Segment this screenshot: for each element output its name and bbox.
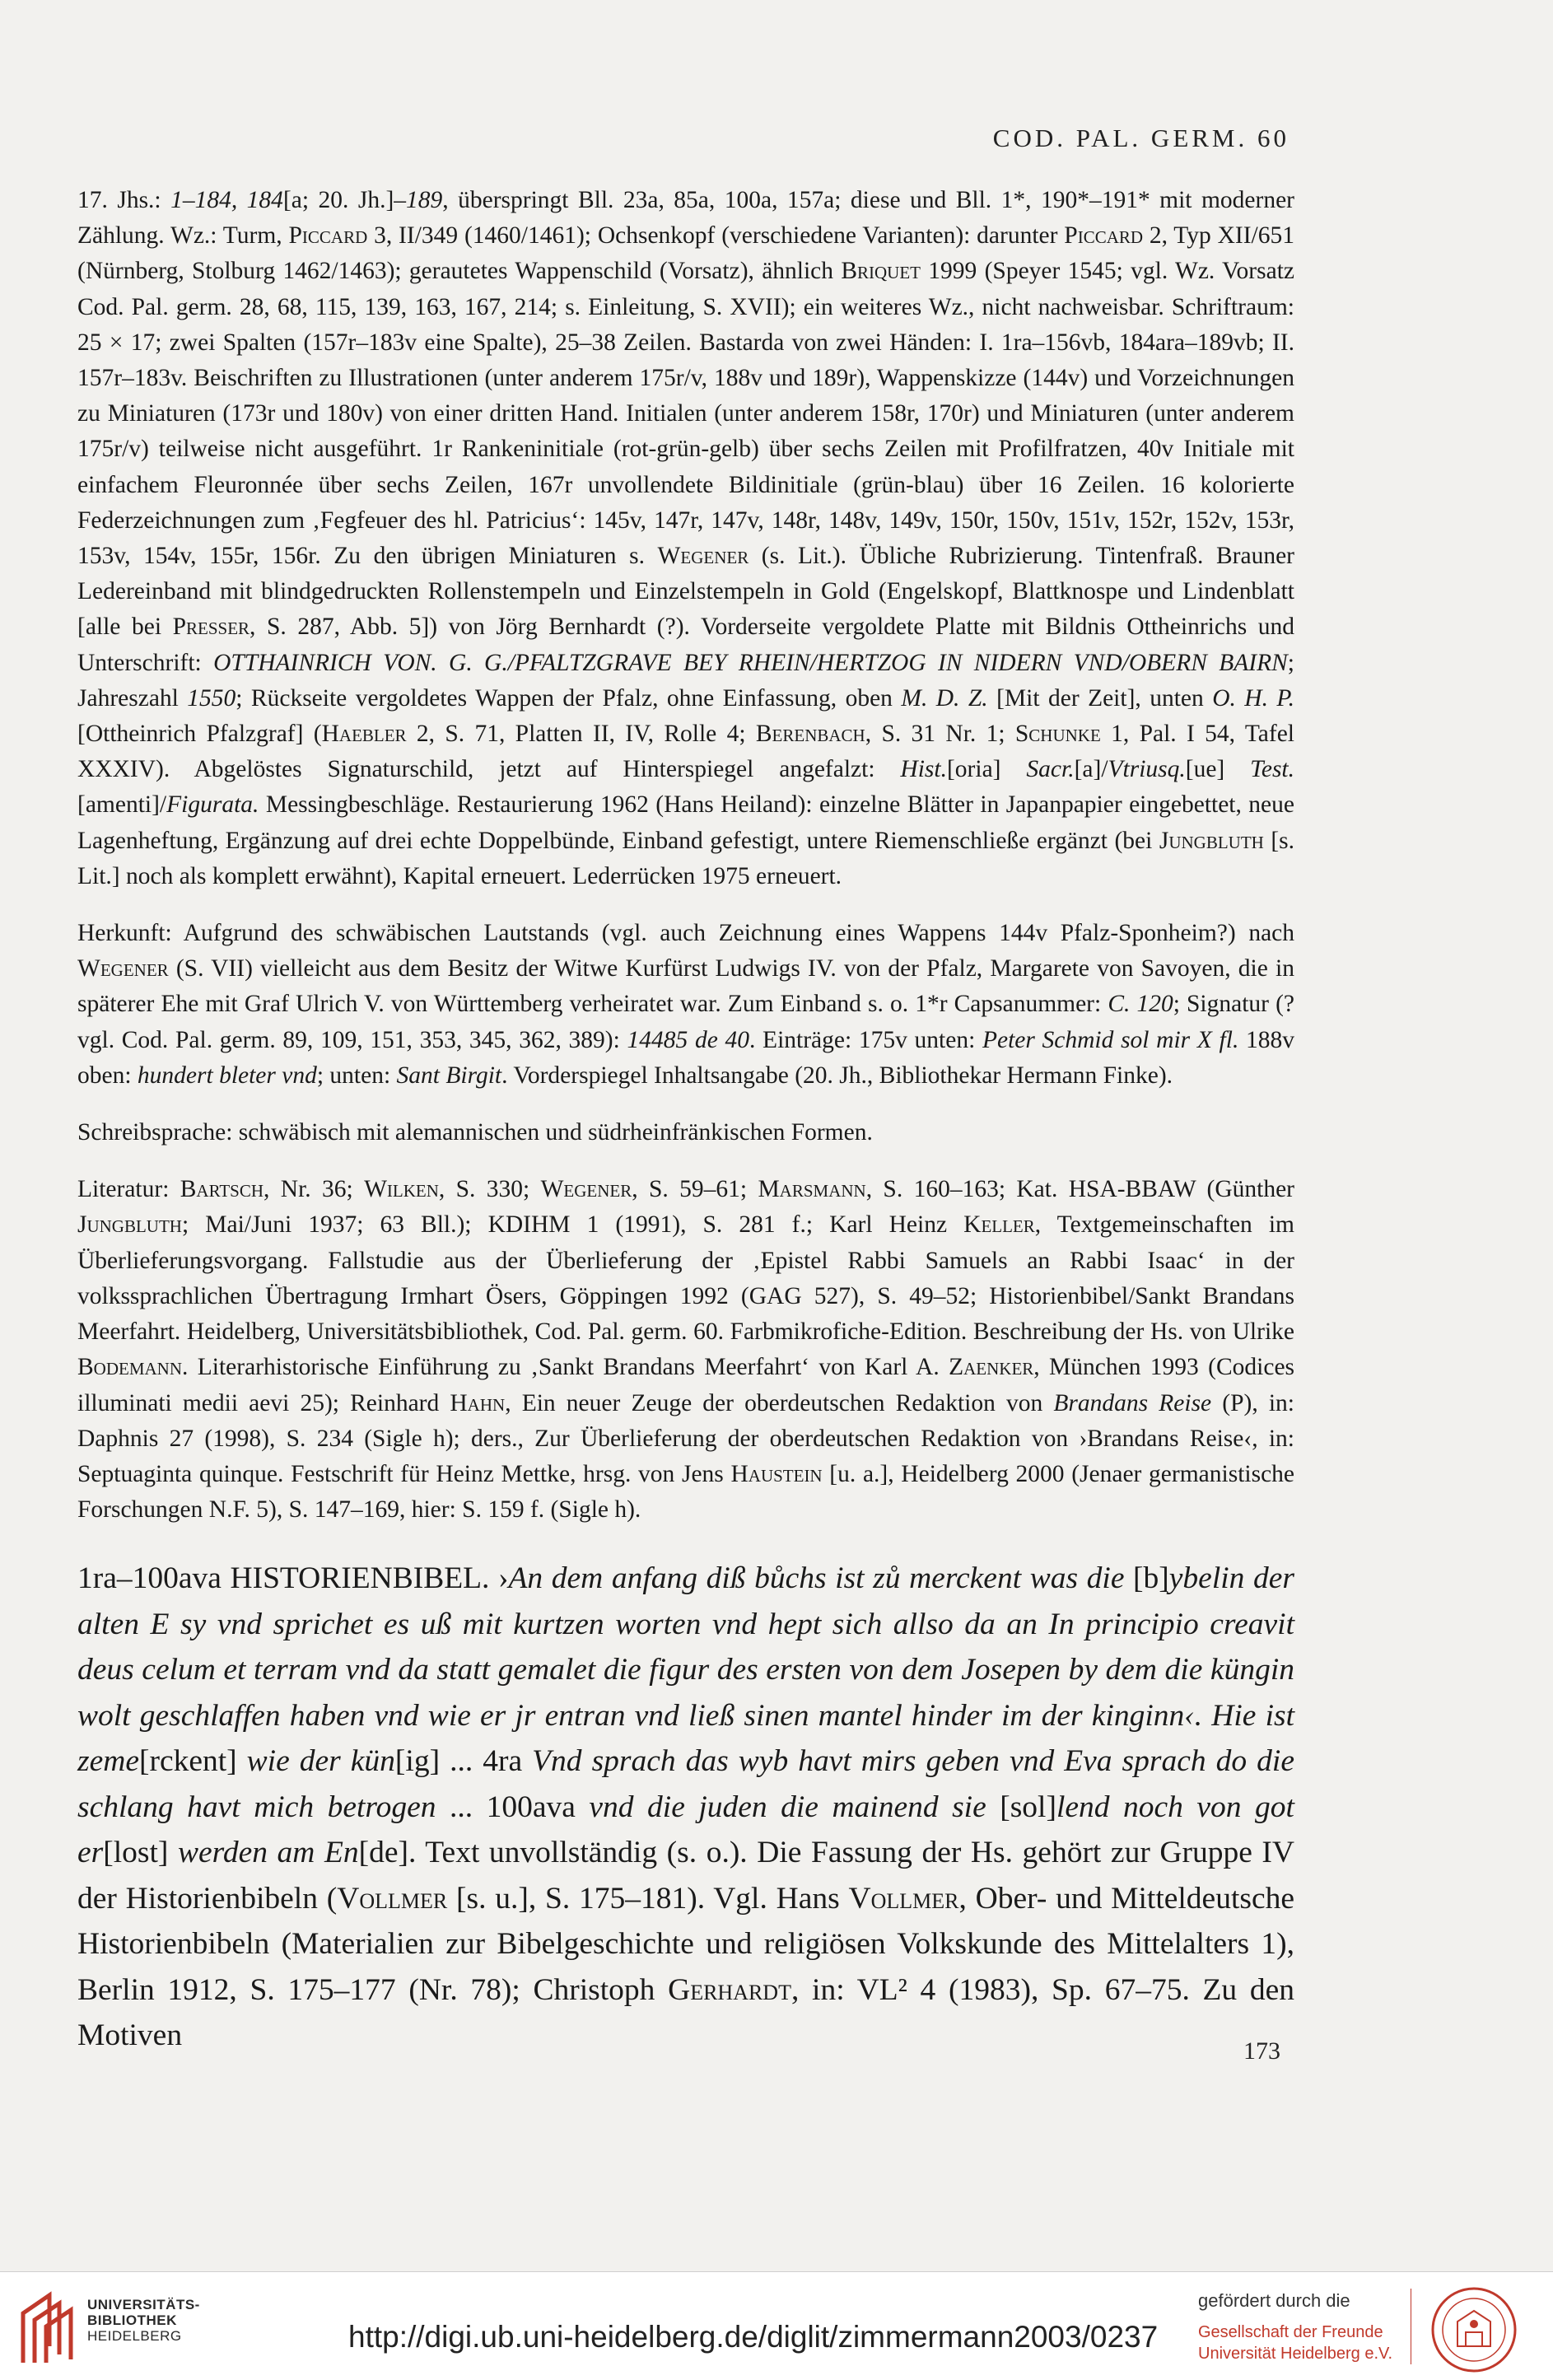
language-paragraph: Schreibsprache: schwäbisch mit alemannischen und südrheinfränkischen Formen.: [77, 1119, 873, 1146]
sponsor-label: gefördert durch die: [1198, 2290, 1350, 2311]
university-seal-icon: [1429, 2284, 1519, 2375]
sponsor-name: Gesellschaft der Freunde Universität Heidelberg e.V.: [1198, 2323, 1393, 2363]
permalink-url[interactable]: http://digi.ub.uni-heidelberg.de/diglit/zimmermann2003/0237: [348, 2320, 1159, 2354]
historienbibel-paragraph: 1ra–100ava HISTORIENBIBEL. ›An dem anfang diß bůchs ist zů merckent was die [b]ybelin der alten E sy vnd sprichet es uß mit kurtzen worten vnd hept sich allso da an In principio creavit deus celum et terram vnd da statt gemalet die figur des ersten von dem Josepen by dem die küngin wolt geschlaffen haben vnd wie er jr entran vnd ließ sinen mantel hinder im der kinginn‹. Hie ist zeme[rckent] wie der kün[ig] ... 4ra Vnd sprach das wyb havt mirs geben vnd Eva sprach do die schlang havt mich betrogen ... 100ava vnd die juden die mainend sie [sol]lend noch von got er[lost] werden am En[de]. Text unvollständig (s. o.). Die Fassung der Hs. gehört zur Gruppe IV der Historienbibeln (Vollmer [s. u.], S. 175–181). Vgl. Hans Vollmer, Ober- und Mitteldeutsche Historienbibeln (Materialien zur Bibelgeschichte und religiösen Volkskunde des Mittelalters 1), Berlin 1912, S. 175–177 (Nr. 78); Christoph Gerhardt, in: VL² 4 (1983), Sp. 67–75. Zu den Motiven: [77, 1561, 1294, 2053]
page-header: COD. PAL. GERM. 60: [992, 124, 1290, 152]
literature-paragraph: Literatur: Bartsch, Nr. 36; Wilken, S. 330; Wegener, S. 59–61; Marsmann, S. 160–163; Kat. HSA-BBAW (Günther Jungbluth; Mai/Juni 1937; 63 Bll.); KDIHM 1 (1991), S. 281 f.; Karl Heinz Keller, Textgemeinschaften im Überlieferungsvorgang. Fallstudie aus der Überlieferung der ‚Epistel Rabbi Samuels an Rabbi Isaac‘ in der volkssprachlichen Übertragung Irmhart Ösers, Göppingen 1992 (GAG 527), S. 49–52; Historienbibel/Sankt Brandans Meerfahrt. Heidelberg, Universitätsbibliothek, Cod. Pal. germ. 60. Farbmikrofiche-Edition. Beschreibung der Hs. von Ulrike Bodemann. Literarhistorische Einführung zu ‚Sankt Brandans Meerfahrt‘ von Karl A. Zaenker, München 1993 (Codices illuminati medii aevi 25); Reinhard Hahn, Ein neuer Zeuge der oberdeutschen Redaktion von Brandans Reise (P), in: Daphnis 27 (1998), S. 234 (Sigle h); ders., Zur Überlieferung der oberdeutschen Redaktion von ›Brandans Reise‹, in: Septuaginta quinque. Festschrift für Heinz Mettke, hrsg. von Jens Haustein [u. a.], Heidelberg 2000 (Jenaer germanistische Forschungen N.F. 5), S. 147–169, hier: S. 159 f. (Sigle h).: [77, 1176, 1295, 1524]
page-number: 173: [1243, 2037, 1280, 2065]
library-name: UNIVERSITÄTS- BIBLIOTHEK HEIDELBERG: [87, 2297, 200, 2344]
description-paragraph: 17. Jhs.: 1–184, 184[a; 20. Jh.]–189, überspringt Bll. 23a, 85a, 100a, 157a; diese und Bll. 1*, 190*–191* mit moderner Zählung. Wz.: Turm, Piccard 3, II/349 (1460/1461); Ochsenkopf (verschiedene Varianten): darunter Piccard 2, Typ XII/651 (Nürnberg, Stolburg 1462/1463); gerautetes Wappenschild (Vorsatz), ähnlich Briquet 1999 (Speyer 1545; vgl. Wz. Vorsatz Cod. Pal. germ. 28, 68, 115, 139, 163, 167, 214; s. Einleitung, S. XVII); ein weiteres Wz., nicht nachweisbar. Schriftraum: 25 × 17; zwei Spalten (157r–183v eine Spalte), 25–38 Zeilen. Bastarda von zwei Händen: I. 1ra–156vb, 184ara–189vb; II. 157r–183v. Beischriften zu Illustrationen (unter anderem 175r/v, 188v und 189r), Wappenskizze (144v) und Vorzeichnungen zu Miniaturen (173r und 180v) von einer dritten Hand. Initialen (unter anderem 158r, 170r) und Miniaturen (unter anderem 175r/v) teilweise nicht ausgeführt. 1r Rankeninitiale (rot-grün-gelb) über sechs Zeilen mit Profilfratzen, 40v Initiale mit einfachem Fleuronnée über sechs Zeilen, 167r unvollendete Bildinitiale (grün-blau) über 16 Zeilen. 16 kolorierte Federzeichnungen zum ‚Fegfeuer des hl. Patricius‘: 145v, 147r, 147v, 148r, 148v, 149v, 150r, 150v, 151v, 152r, 152v, 153r, 153v, 154v, 155r, 156r. Zu den übrigen Miniaturen s. Wegener (s. Lit.). Übliche Rubrizierung. Tintenfraß. Brauner Ledereinband mit blindgedruckten Rollenstempeln und Einzelstempeln in Gold (Engelskopf, Blattknospe und Lindenblatt [alle bei Presser, S. 287, Abb. 5]) von Jörg Bernhardt (?). Vorderseite vergoldete Platte mit Bildnis Ottheinrichs und Unterschrift: OTTHAINRICH VON. G. G./PFALTZGRAVE BEY RHEIN/HERTZOG IN NIDERN VND/OBERN BAIRN; Jahreszahl 1550; Rückseite vergoldetes Wappen der Pfalz, ohne Einfassung, oben M. D. Z. [Mit der Zeit], unten O. H. P. [Ottheinrich Pfalzgraf] (Haebler 2, S. 71, Platten II, IV, Rolle 4; Berenbach, S. 31 Nr. 1; Schunke 1, Pal. I 54, Tafel XXXIV). Abgelöstes Signaturschild, jetzt auf Hinterspiegel angefalzt: Hist.[oria] Sacr.[a]/Vtriusq.[ue] Test.[amenti]/Figurata. Messingbeschläge. Restaurierung 1962 (Hans Heiland): einzelne Blätter in Japanpapier eingebettet, neue Lagenheftung, Ergänzung auf drei echte Doppelbünde, Einband gefestigt, untere Riemenschließe ergänzt (bei Jungbluth [s. Lit.] noch als komplett erwähnt), Kapital erneuert. Lederrücken 1975 erneuert.: [77, 187, 1295, 889]
digitization-footer: [0, 2271, 1553, 2380]
university-library-logo-icon: [16, 2289, 81, 2367]
provenance-paragraph: Herkunft: Aufgrund des schwäbischen Lautstands (vgl. auch Zeichnung eines Wappens 144v Pfalz-Sponheim?) nach Wegener (S. VII) vielleicht aus dem Besitz der Witwe Kurfürst Ludwigs IV. von der Pfalz, Margarete von Savoyen, die in späterer Ehe mit Graf Ulrich V. von Württemberg verheiratet war. Zum Einband s. o. 1*r Capsanummer: C. 120; Signatur (? vgl. Cod. Pal. germ. 89, 109, 151, 353, 345, 362, 389): 14485 de 40. Einträge: 175v unten: Peter Schmid sol mir X fl. 188v oben: hundert bleter vnd; unten: Sant Birgit. Vorderspiegel Inhaltsangabe (20. Jh., Bibliothekar Hermann Finke).: [77, 920, 1295, 1089]
catalog-entry: [77, 183, 1294, 2080]
